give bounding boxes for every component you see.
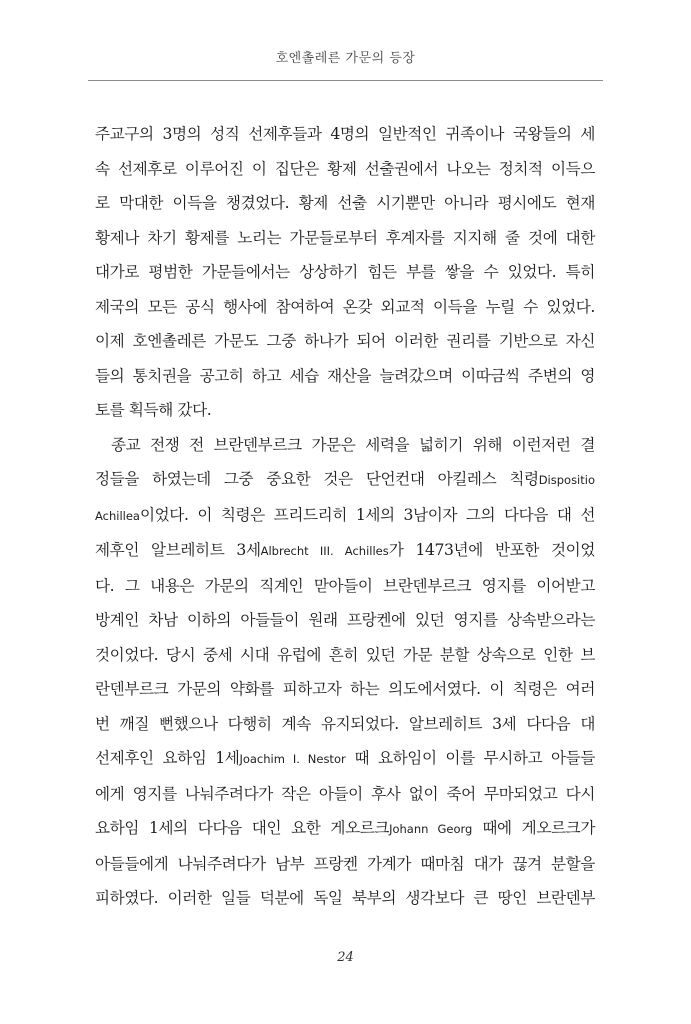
- text-line: 들의 통치권을 공고히 하고 세습 재산을 늘려갔으며 이따금씩 주변의 영: [95, 366, 595, 385]
- text-line: 속 선제후로 이루어진 이 집단은 황제 선출권에서 나오는 정치적 이득으: [95, 159, 595, 178]
- text-line: 제후인 알브레히트 3세Albrecht III. Achilles가 1473년에 반포한 것이었: [95, 541, 595, 559]
- latin-term: Achillea: [95, 508, 140, 523]
- body-text: [95, 117, 595, 916]
- text-line: 요하임 1세의 다다음 대인 요한 게오르크Johann Georg 때에 게오르크가: [95, 819, 595, 837]
- header-title: 호엔촐레른 가문의 등장: [275, 51, 416, 66]
- text-line: 선제후인 요하임 1세Joachim I. Nestor 때 요하임이 이를 무시하고 아들들: [95, 749, 595, 767]
- text-line: 정들을 하였는데 그중 중요한 것은 단언컨대 아킬레스 칙령Dispositio: [95, 470, 595, 488]
- text-line: 황제나 차기 황제를 노리는 가문들로부터 후계자를 지지해 줄 것에 대한: [95, 228, 595, 247]
- latin-term: Dispositio: [538, 473, 595, 487]
- text-line: 번 깨질 뻔했으나 다행히 계속 유지되었다. 알브레히트 3세 다다음 대: [95, 714, 595, 733]
- text-line: 다. 그 내용은 가문의 직계인 맏아들이 브란덴부르크 영지를 이어받고: [95, 576, 595, 595]
- text-line: 종교 전쟁 전 브란덴부르크 가문은 세력을 넓히기 위해 이런저런 결: [111, 435, 595, 454]
- text-line: 란덴부르크 가문의 약화를 피하고자 하는 의도에서였다. 이 칙령은 여러: [95, 680, 595, 698]
- text-line: 방계인 차남 이하의 아들들이 원래 프랑켄에 있던 영지를 상속받으라는: [95, 611, 595, 629]
- text-line: 대가로 평범한 가문들에서는 상상하기 힘든 부를 쌓을 수 있었다. 특히: [95, 263, 595, 281]
- text-line: 것이었다. 당시 중세 시대 유럽에 흔히 있던 가문 분할 상속으로 인한 브: [95, 645, 595, 664]
- latin-term: Johann Georg: [389, 822, 473, 836]
- text-line: 피하였다. 이러한 일들 덕분에 독일 북부의 생각보다 큰 땅인 브란덴부: [95, 889, 595, 907]
- text-line: 제국의 모든 공식 행사에 참여하여 온갖 외교적 이득을 누릴 수 있었다.: [95, 297, 595, 316]
- text-line: 주교구의 3명의 성직 선제후들과 4명의 일반적인 귀족이나 국왕들의 세: [95, 125, 595, 143]
- page-number: 24: [337, 950, 354, 965]
- text-line: Achillea이었다. 이 칙령은 프리드리히 1세의 3남이자 그의 다다음 대 선: [95, 505, 595, 524]
- running-header: [88, 44, 603, 81]
- latin-term: Joachim I. Nestor: [239, 752, 346, 766]
- text-line: 에게 영지를 나눠주려다가 작은 아들이 후사 없이 죽어 무마되었고 다시: [95, 784, 595, 803]
- latin-term: Albrecht III. Achilles: [260, 544, 389, 558]
- text-line: 토를 획득해 갔다.: [95, 401, 212, 419]
- text-line: 로 막대한 이득을 챙겼었다. 황제 선출 시기뿐만 아니라 평시에도 현재: [95, 194, 595, 212]
- text-line: 아들들에게 나눠주려다가 남부 프랑켄 가계가 때마침 대가 끊겨 분할을: [95, 854, 595, 873]
- text-line: 이제 호엔촐레른 가문도 그중 하나가 되어 이러한 권리를 기반으로 자신: [95, 332, 595, 350]
